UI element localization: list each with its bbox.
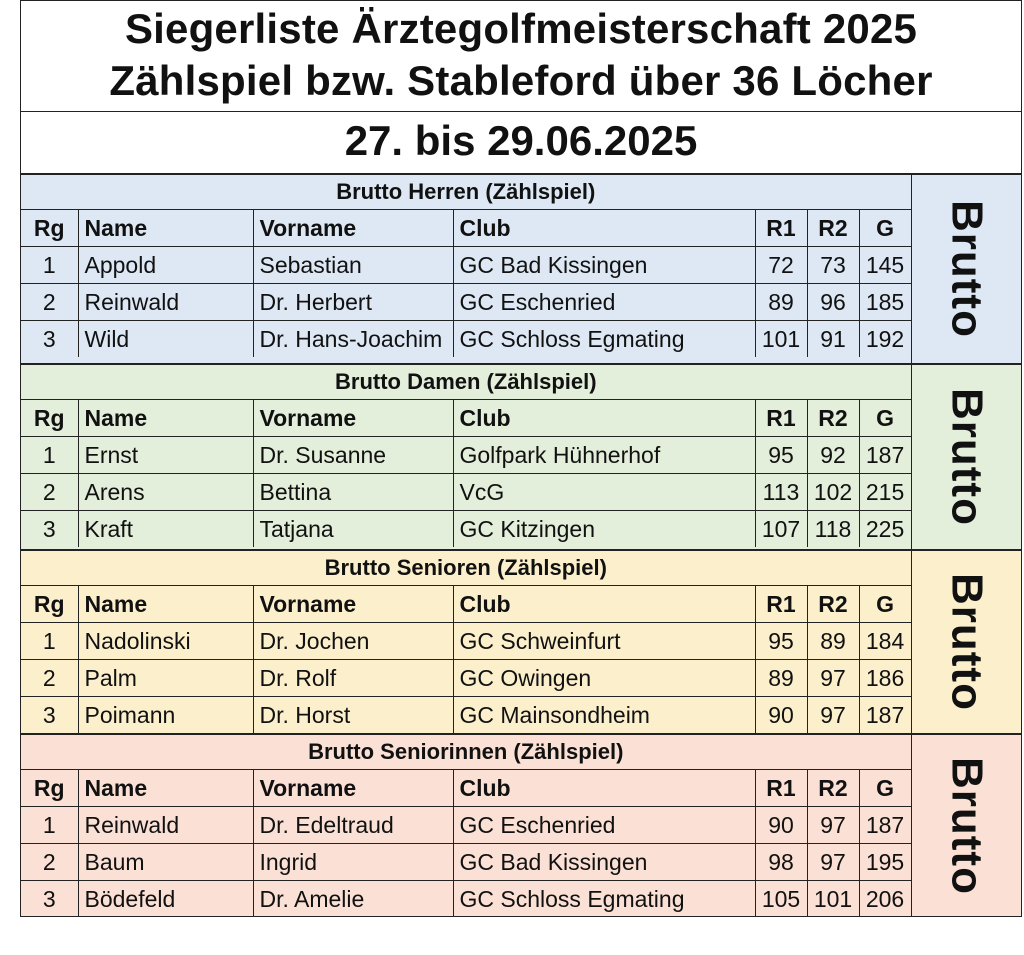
col-club: Club [453, 586, 755, 623]
col-rg: Rg [21, 770, 78, 807]
cell-r1: 89 [755, 284, 807, 321]
cell-vorname: Dr. Edeltraud [253, 807, 453, 844]
cell-rg: 1 [21, 247, 78, 284]
col-r1: R1 [755, 770, 807, 807]
cell-name: Arens [78, 474, 253, 511]
col-rg: Rg [21, 400, 78, 437]
cell-name: Reinwald [78, 284, 253, 321]
col-name: Name [78, 770, 253, 807]
cell-rg: 1 [21, 807, 78, 844]
cell-club: GC Eschenried [453, 284, 755, 321]
col-name: Name [78, 400, 253, 437]
cell-club: VcG [453, 474, 755, 511]
cell-r1: 90 [755, 807, 807, 844]
cell-r2: 97 [807, 807, 859, 844]
col-r1: R1 [755, 210, 807, 247]
column-header-row [21, 400, 911, 437]
cell-rg: 2 [21, 284, 78, 321]
cell-r1: 95 [755, 623, 807, 660]
table-row [21, 437, 911, 474]
cell-club: GC Schloss Egmating [453, 881, 755, 918]
cell-r1: 105 [755, 881, 807, 918]
cell-name: Kraft [78, 511, 253, 548]
cell-r1: 101 [755, 321, 807, 358]
table-row [21, 660, 911, 697]
side-label-text: Brutto [942, 388, 992, 526]
section-title: Brutto Seniorinnen (Zählspiel) [21, 735, 911, 770]
cell-vorname: Dr. Hans-Joachim [253, 321, 453, 358]
cell-name: Bödefeld [78, 881, 253, 918]
cell-name: Ernst [78, 437, 253, 474]
side-label [911, 365, 1021, 549]
col-g: G [859, 770, 911, 807]
side-label-text: Brutto [942, 573, 992, 711]
side-label [911, 551, 1021, 733]
col-r2: R2 [807, 400, 859, 437]
table-row [21, 247, 911, 284]
cell-r2: 89 [807, 623, 859, 660]
cell-vorname: Dr. Herbert [253, 284, 453, 321]
cell-r2: 97 [807, 660, 859, 697]
col-club: Club [453, 400, 755, 437]
cell-g: 187 [859, 697, 911, 734]
cell-r1: 95 [755, 437, 807, 474]
column-header-row [21, 770, 911, 807]
col-r2: R2 [807, 586, 859, 623]
table-row [21, 284, 911, 321]
cell-name: Baum [78, 844, 253, 881]
cell-name: Palm [78, 660, 253, 697]
cell-vorname: Dr. Jochen [253, 623, 453, 660]
cell-club: GC Eschenried [453, 807, 755, 844]
cell-club: GC Schweinfurt [453, 623, 755, 660]
results-section [20, 734, 1022, 917]
col-r1: R1 [755, 400, 807, 437]
cell-name: Wild [78, 321, 253, 358]
cell-name: Nadolinski [78, 623, 253, 660]
col-g: G [859, 210, 911, 247]
cell-g: 187 [859, 807, 911, 844]
section-title: Brutto Damen (Zählspiel) [21, 365, 911, 400]
table-row [21, 474, 911, 511]
cell-r2: 91 [807, 321, 859, 358]
cell-g: 225 [859, 511, 911, 548]
cell-r1: 98 [755, 844, 807, 881]
cell-vorname: Bettina [253, 474, 453, 511]
col-name: Name [78, 210, 253, 247]
cell-rg: 2 [21, 660, 78, 697]
cell-club: GC Owingen [453, 660, 755, 697]
cell-g: 186 [859, 660, 911, 697]
table-row [21, 321, 911, 358]
results-section [20, 550, 1022, 734]
cell-rg: 3 [21, 881, 78, 918]
cell-vorname: Dr. Amelie [253, 881, 453, 918]
cell-r2: 101 [807, 881, 859, 918]
document-header [20, 0, 1022, 112]
cell-r2: 118 [807, 511, 859, 548]
results-section [20, 174, 1022, 364]
col-name: Name [78, 586, 253, 623]
cell-g: 185 [859, 284, 911, 321]
col-rg: Rg [21, 210, 78, 247]
cell-club: GC Mainsondheim [453, 697, 755, 734]
cell-rg: 3 [21, 511, 78, 548]
cell-name: Poimann [78, 697, 253, 734]
cell-r1: 90 [755, 697, 807, 734]
title-line-2: Zählspiel bzw. Stableford über 36 Löcher [109, 57, 933, 104]
col-club: Club [453, 210, 755, 247]
col-vorname: Vorname [253, 400, 453, 437]
cell-club: GC Schloss Egmating [453, 321, 755, 358]
cell-club: GC Kitzingen [453, 511, 755, 548]
column-header-row [21, 586, 911, 623]
cell-r2: 92 [807, 437, 859, 474]
col-r1: R1 [755, 586, 807, 623]
cell-name: Appold [78, 247, 253, 284]
cell-vorname: Dr. Rolf [253, 660, 453, 697]
cell-rg: 1 [21, 623, 78, 660]
title-line-1: Siegerliste Ärztegolfmeisterschaft 2025 [124, 5, 918, 52]
cell-r2: 102 [807, 474, 859, 511]
cell-rg: 3 [21, 697, 78, 734]
cell-g: 184 [859, 623, 911, 660]
section-title: Brutto Senioren (Zählspiel) [21, 551, 911, 586]
cell-vorname: Dr. Horst [253, 697, 453, 734]
cell-r1: 72 [755, 247, 807, 284]
cell-g: 192 [859, 321, 911, 358]
col-club: Club [453, 770, 755, 807]
col-r2: R2 [807, 770, 859, 807]
cell-r1: 107 [755, 511, 807, 548]
section-title: Brutto Herren (Zählspiel) [21, 175, 911, 210]
cell-r2: 97 [807, 697, 859, 734]
cell-club: Golfpark Hühnerhof [453, 437, 755, 474]
cell-rg: 2 [21, 844, 78, 881]
cell-r1: 89 [755, 660, 807, 697]
event-date: 27. bis 29.06.2025 [20, 112, 1022, 174]
table-row [21, 697, 911, 734]
cell-rg: 1 [21, 437, 78, 474]
cell-club: GC Bad Kissingen [453, 844, 755, 881]
cell-club: GC Bad Kissingen [453, 247, 755, 284]
col-g: G [859, 586, 911, 623]
col-g: G [859, 400, 911, 437]
cell-vorname: Sebastian [253, 247, 453, 284]
cell-r2: 96 [807, 284, 859, 321]
col-rg: Rg [21, 586, 78, 623]
cell-r1: 113 [755, 474, 807, 511]
cell-rg: 2 [21, 474, 78, 511]
table-row [21, 881, 911, 918]
results-table [21, 365, 912, 547]
table-row [21, 511, 911, 548]
table-row [21, 623, 911, 660]
table-row [21, 807, 911, 844]
side-label [911, 735, 1021, 916]
side-label-text: Brutto [942, 200, 992, 338]
col-vorname: Vorname [253, 770, 453, 807]
cell-vorname: Ingrid [253, 844, 453, 881]
column-header-row [21, 210, 911, 247]
side-label-text: Brutto [942, 756, 992, 895]
cell-r2: 73 [807, 247, 859, 284]
cell-g: 187 [859, 437, 911, 474]
col-r2: R2 [807, 210, 859, 247]
cell-g: 145 [859, 247, 911, 284]
results-table [21, 551, 912, 733]
cell-g: 215 [859, 474, 911, 511]
col-vorname: Vorname [253, 210, 453, 247]
cell-r2: 97 [807, 844, 859, 881]
results-section [20, 364, 1022, 550]
cell-vorname: Dr. Susanne [253, 437, 453, 474]
cell-rg: 3 [21, 321, 78, 358]
cell-name: Reinwald [78, 807, 253, 844]
side-label [911, 175, 1021, 363]
cell-g: 206 [859, 881, 911, 918]
table-row [21, 844, 911, 881]
col-vorname: Vorname [253, 586, 453, 623]
results-table [21, 735, 912, 917]
results-table [21, 175, 912, 357]
cell-g: 195 [859, 844, 911, 881]
cell-vorname: Tatjana [253, 511, 453, 548]
